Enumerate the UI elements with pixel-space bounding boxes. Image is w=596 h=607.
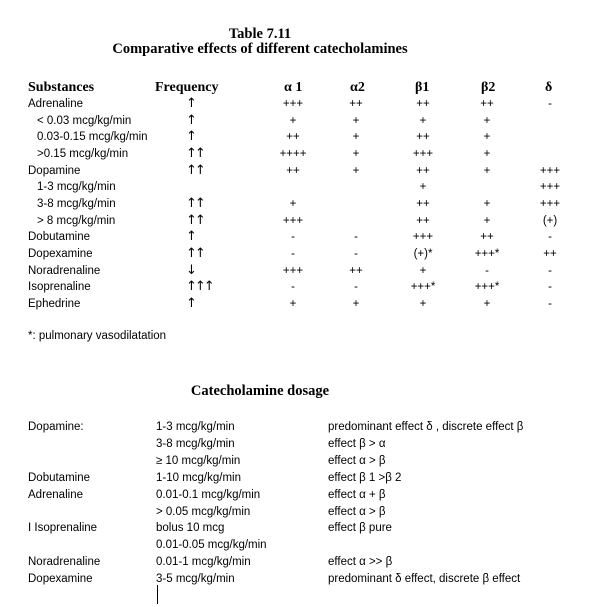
table-subtitle: Comparative effects of different catecholamines (112, 41, 408, 57)
delta-cell: - (548, 297, 552, 310)
dosage-dose: 0.01-0.05 mcg/kg/min (156, 539, 267, 552)
dosage-dose: 1-3 mcg/kg/min (156, 421, 235, 433)
beta1-cell: ++ (416, 214, 430, 227)
dosage-row (0, 489, 596, 505)
alpha2-cell: + (352, 297, 360, 310)
dosage-dose: ≥ 10 mcg/kg/min (156, 454, 241, 467)
substance-cell: Isoprenaline (28, 281, 91, 294)
substance-cell: Noradrenaline (28, 264, 101, 277)
beta2-cell: +++* (474, 247, 500, 260)
table-row (0, 112, 596, 131)
alpha2-cell: - (354, 247, 358, 260)
beta1-cell: + (419, 181, 427, 194)
dosage-drug: Dopamine: (28, 421, 84, 433)
beta2-cell: ++ (480, 231, 494, 244)
delta-cell: - (548, 264, 552, 277)
table-row (0, 145, 596, 164)
table-row (0, 181, 596, 197)
beta1-cell: + (419, 297, 427, 310)
header-delta: δ (545, 80, 553, 95)
beta1-cell: (+)* (413, 247, 433, 260)
header-alpha1: α 1 (284, 80, 303, 95)
frequency-arrow-icon: ↑↑↑ (186, 279, 213, 295)
beta2-cell: + (483, 297, 491, 310)
delta-cell: - (548, 231, 552, 244)
dosage-dose: 0.01-1 mcg/kg/min (156, 556, 251, 569)
delta-cell: +++ (539, 181, 561, 194)
alpha2-cell: ++ (349, 264, 363, 277)
alpha2-cell: - (354, 231, 358, 244)
delta-cell: (+) (542, 214, 558, 227)
header-frequency: Frequency (155, 80, 219, 95)
frequency-arrow-icon: ↓ (186, 262, 195, 278)
beta1-cell: +++ (412, 231, 434, 244)
beta2-cell: + (483, 131, 491, 144)
substance-cell: Dobutamine (28, 231, 91, 244)
alpha1-cell: ++ (286, 131, 300, 144)
frequency-arrow-icon: ↑↑ (186, 195, 204, 211)
substance-cell: Dopexamine (28, 247, 93, 260)
beta2-cell: + (483, 214, 491, 227)
dosage-drug: Dobutamine (28, 471, 91, 484)
dosage-row (0, 421, 596, 437)
dosage-effect: predominant effect δ , discrete effect β (328, 421, 524, 433)
delta-cell: +++ (539, 197, 561, 210)
beta2-cell: + (483, 114, 491, 127)
alpha2-cell: + (352, 131, 360, 144)
dosage-row (0, 556, 596, 572)
table-row (0, 131, 596, 147)
beta1-cell: ++ (416, 131, 430, 144)
beta1-cell: + (419, 114, 427, 127)
dosage-drug: Dopexamine (28, 573, 93, 586)
dosage-effect: predominant δ effect, discrete β effect (328, 573, 521, 586)
dosage-dose: 1-10 mcg/kg/min (156, 471, 242, 484)
delta-cell: ++ (543, 247, 557, 260)
substance-cell: 0.03-0.15 mcg/kg/min (37, 131, 148, 144)
dosage-title: Catecholamine dosage (190, 383, 330, 399)
table-row (0, 281, 596, 297)
alpha2-cell: + (352, 147, 360, 160)
table-row (0, 162, 596, 181)
delta-cell: - (548, 98, 552, 110)
dosage-dose: 0.01-0.1 mcg/kg/min (156, 488, 261, 501)
dosage-dose: 3-8 mcg/kg/min (156, 437, 235, 450)
beta2-cell: +++* (474, 281, 500, 294)
dosage-row (0, 455, 596, 471)
dosage-row (0, 573, 596, 589)
beta2-cell: ++ (480, 98, 494, 110)
dosage-row (0, 506, 596, 522)
dosage-dose: > 0.05 mcg/kg/min (156, 505, 251, 518)
substance-cell: 1-3 mcg/kg/min (37, 181, 116, 194)
substance-cell: Dopamine (28, 164, 81, 177)
beta1-cell: ++ (416, 164, 430, 177)
alpha1-cell: ++ (286, 164, 300, 177)
frequency-arrow-icon: ↑ (186, 96, 195, 111)
dosage-row (0, 438, 596, 454)
beta2-cell: + (483, 164, 491, 177)
dosage-effect: effect α + β (328, 488, 386, 501)
footnote: *: pulmonary vasodilatation (28, 330, 167, 342)
table-row (0, 98, 596, 114)
frequency-arrow-icon: ↑↑ (186, 245, 204, 261)
substance-cell: >0.15 mcg/kg/min (37, 147, 129, 160)
dosage-row (0, 522, 596, 538)
header-substances: Substances (28, 80, 95, 95)
header-beta2: β2 (481, 80, 496, 95)
frequency-arrow-icon: ↑ (186, 295, 195, 311)
beta1-cell: ++ (416, 197, 430, 210)
beta1-cell: +++ (412, 147, 434, 160)
dosage-drug: I Isoprenaline (28, 522, 98, 535)
substance-cell: Ephedrine (28, 297, 81, 310)
alpha1-cell: +++ (282, 214, 304, 227)
dosage-row (0, 472, 596, 488)
alpha1-cell: +++ (282, 264, 304, 277)
alpha1-cell: +++ (282, 98, 304, 110)
alpha1-cell: - (291, 231, 295, 244)
beta2-cell: + (483, 197, 491, 210)
table-row (0, 295, 596, 314)
alpha1-cell: + (289, 297, 297, 310)
alpha1-cell: ++++ (279, 147, 307, 160)
alpha1-cell: - (291, 247, 295, 260)
delta-cell: +++ (539, 164, 561, 177)
delta-cell: - (548, 281, 552, 294)
beta1-cell: ++ (416, 98, 430, 110)
table-row (0, 195, 596, 214)
alpha1-cell: + (289, 197, 297, 210)
dosage-dose: bolus 10 mcg (156, 522, 225, 535)
header-beta1: β1 (415, 80, 430, 95)
alpha2-cell: + (352, 114, 360, 127)
beta2-cell: + (483, 147, 491, 160)
beta2-cell: - (485, 264, 489, 277)
dosage-drug: Noradrenaline (28, 556, 101, 569)
beta1-cell: + (419, 264, 427, 277)
dosage-dose: 3-5 mcg/kg/min (156, 573, 235, 586)
frequency-arrow-icon: ↑ (186, 112, 195, 128)
substance-cell: Adrenaline (28, 98, 83, 110)
alpha1-cell: + (289, 114, 297, 127)
substance-cell: < 0.03 mcg/kg/min (37, 114, 132, 127)
frequency-arrow-icon: ↑↑ (186, 145, 204, 161)
substance-cell: 3-8 mcg/kg/min (37, 197, 116, 210)
dosage-effect: effect α > β (328, 505, 386, 518)
table-row (0, 262, 596, 281)
table-row (0, 245, 596, 264)
table-row (0, 212, 596, 231)
table-title: Table 7.11 (228, 26, 292, 42)
text-cursor (157, 585, 158, 604)
header-alpha2: α2 (350, 80, 365, 95)
dosage-effect: effect α > β (328, 454, 386, 467)
alpha2-cell: + (352, 164, 360, 177)
frequency-arrow-icon: ↑ (186, 229, 195, 245)
frequency-arrow-icon: ↑↑ (186, 212, 204, 228)
dosage-effect: effect β 1 >β 2 (328, 471, 402, 484)
beta1-cell: +++* (410, 281, 436, 294)
dosage-row (0, 539, 596, 555)
alpha2-cell: - (354, 281, 358, 294)
alpha1-cell: - (291, 281, 295, 294)
dosage-drug: Adrenaline (28, 488, 83, 501)
alpha2-cell: ++ (349, 98, 363, 110)
frequency-arrow-icon: ↑ (186, 129, 195, 145)
frequency-arrow-icon: ↑↑ (186, 162, 204, 178)
substance-cell: > 8 mcg/kg/min (37, 214, 116, 227)
dosage-effect: effect β pure (328, 522, 392, 535)
dosage-effect: effect β > α (328, 437, 386, 450)
dosage-effect: effect α >> β (328, 556, 393, 569)
table-row (0, 231, 596, 247)
